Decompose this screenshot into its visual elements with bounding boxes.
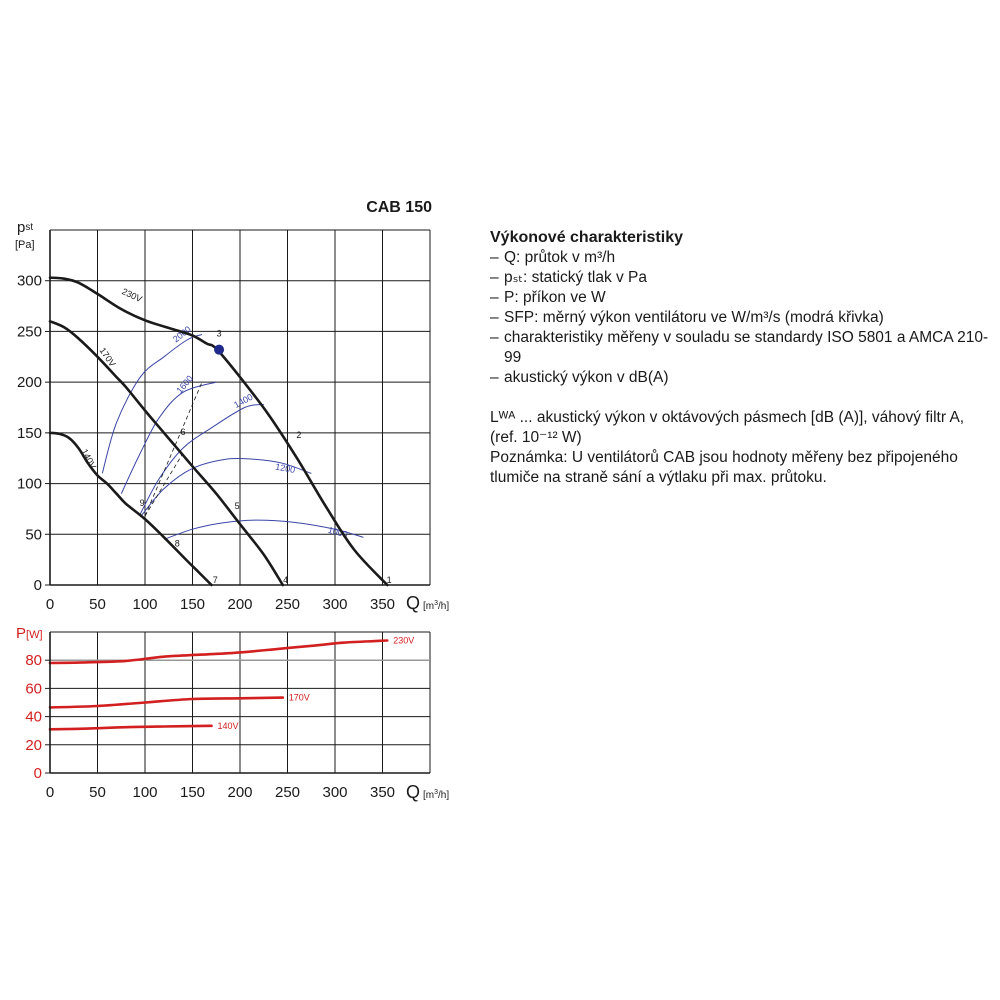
flow-axis-unit-top-prefix: [m xyxy=(423,601,435,612)
pressure-labels xyxy=(140,329,392,585)
power-axis-unit: [W] xyxy=(26,629,43,641)
legend-dash: – xyxy=(490,329,499,346)
measurement-note: Poznámka: U ventilátorů CAB jsou hodnoty měřeny bez připojeného tlumiče na straně sání a výtlaku při max. průtoku. xyxy=(490,449,958,486)
chart-title: CAB 150 xyxy=(366,199,432,216)
legend-dash: – xyxy=(490,309,499,326)
x-tick-label: 50 xyxy=(89,596,106,613)
legend-list xyxy=(490,248,995,388)
y-tick-label: 60 xyxy=(25,680,42,698)
x-tick-label: 100 xyxy=(132,596,158,613)
pressure-axis-symbol: p xyxy=(17,219,26,236)
pressure-axes xyxy=(17,230,430,613)
flow-axis-label-bottom xyxy=(406,782,449,802)
legend-item xyxy=(490,288,995,308)
x-tick-label: 250 xyxy=(274,596,301,613)
x-tick-label: 300 xyxy=(322,596,348,613)
flow-axis-label-top xyxy=(406,593,449,613)
curve-point-label: 1 xyxy=(386,574,392,585)
legend-dash: – xyxy=(490,269,499,286)
sfp-curve-label: 2000 xyxy=(170,324,193,345)
sfp-curve-label: 1000 xyxy=(326,524,349,540)
legend-item xyxy=(490,328,995,368)
acoustic-note: Lᵂᴬ ... akustický výkon v oktávových pásmech [dB (A)], váhový filtr A, (ref. 10⁻¹² W) xyxy=(490,409,965,446)
flow-axis-symbol-top: Q xyxy=(406,593,421,613)
pressure-curve-label: 140V xyxy=(79,447,99,471)
sfp-curve-label: 1600 xyxy=(174,373,195,396)
y-tick-label: 150 xyxy=(16,424,42,442)
pressure-axis-subscript: st xyxy=(25,222,34,233)
sfp-curve-label: 1400 xyxy=(232,391,255,410)
sfp-curve-1400 xyxy=(140,405,263,515)
x-tick-label: 50 xyxy=(89,784,106,801)
x-tick-label: 200 xyxy=(227,596,253,613)
y-tick-label: 100 xyxy=(16,475,42,493)
x-tick-label: 150 xyxy=(179,784,206,801)
legend-item xyxy=(490,268,995,288)
y-tick-label: 0 xyxy=(33,765,42,782)
x-tick-label: 300 xyxy=(322,784,348,801)
pressure-axis-unit: [Pa] xyxy=(15,239,35,251)
legend-item xyxy=(490,308,995,328)
curve-point-label: 7 xyxy=(212,574,218,585)
x-tick-label: 0 xyxy=(45,596,55,613)
flow-axis-unit-bottom-prefix: [m xyxy=(423,790,435,801)
pressure-chart xyxy=(15,219,449,613)
legend-spacer xyxy=(490,388,995,408)
y-tick-label: 0 xyxy=(33,577,42,594)
power-curve-label: 230V xyxy=(393,635,415,646)
curve-point-label: 8 xyxy=(174,538,180,549)
curve-point-label: 5 xyxy=(234,500,240,511)
legend-item-text: SFP: měrný výkon ventilátoru ve W/m³/s (modrá křivka) xyxy=(504,309,884,326)
pressure-curve-label: 170V xyxy=(97,345,118,369)
y-tick-label: 200 xyxy=(16,374,42,392)
flow-axis-unit-bottom-suffix: /h] xyxy=(438,790,450,801)
legend-panel xyxy=(490,228,995,488)
y-tick-label: 300 xyxy=(16,272,42,290)
power-axis-label xyxy=(16,625,43,642)
legend-heading: Výkonové charakteristiky xyxy=(490,229,683,246)
pressure-series xyxy=(50,278,387,585)
curve-point-label: 3 xyxy=(216,328,222,339)
x-tick-label: 350 xyxy=(369,784,396,801)
x-tick-label: 250 xyxy=(274,784,301,801)
pressure-curve-230V xyxy=(50,278,387,585)
legend-dash: – xyxy=(490,289,499,306)
sfp-curve-label: 1200 xyxy=(274,461,297,475)
power-curve-label: 140V xyxy=(217,720,239,731)
x-tick-label: 350 xyxy=(369,596,396,613)
legend-item-text: charakteristiky měřeny v souladu se standardy ISO 5801 a AMCA 210-99 xyxy=(504,329,989,366)
legend-item-text: akustický výkon v dB(A) xyxy=(504,369,669,386)
curve-point-label: 6 xyxy=(180,426,186,437)
curve-point-label: 2 xyxy=(296,429,302,440)
power-curve-label: 170V xyxy=(288,692,310,703)
dashed-guide-line xyxy=(145,382,202,516)
flow-axis-symbol-bottom: Q xyxy=(406,782,421,802)
power-curve-140V xyxy=(50,726,212,730)
legend-dash: – xyxy=(490,369,499,386)
power-curve-170V xyxy=(50,698,283,708)
legend-dash: – xyxy=(490,249,499,266)
x-tick-label: 200 xyxy=(227,784,253,801)
x-tick-label: 150 xyxy=(179,596,206,613)
x-tick-label: 0 xyxy=(45,784,55,801)
pressure-curve-140V xyxy=(50,433,212,585)
y-tick-label: 250 xyxy=(16,323,42,341)
legend-item-text: P: příkon ve W xyxy=(504,289,606,306)
dashed-guides xyxy=(145,382,202,516)
y-tick-label: 40 xyxy=(25,708,42,726)
sfp-curve-2000 xyxy=(102,335,202,474)
curve-point-label: 9 xyxy=(139,497,145,508)
power-axis-symbol: P xyxy=(16,625,27,642)
x-tick-label: 100 xyxy=(132,784,158,801)
curve-point-label: 4 xyxy=(283,574,289,585)
y-tick-label: 80 xyxy=(25,652,42,670)
legend-item xyxy=(490,248,995,268)
y-tick-label: 20 xyxy=(25,736,42,754)
legend-item-text: Q: průtok v m³/h xyxy=(504,249,616,266)
y-tick-label: 50 xyxy=(25,526,42,544)
pressure-axis-label xyxy=(17,219,33,236)
power-chart xyxy=(16,625,449,802)
dashed-guide-line xyxy=(145,453,183,516)
legend-item-text: pₛₜ: statický tlak v Pa xyxy=(504,269,648,286)
legend-item xyxy=(490,368,995,388)
flow-axis-unit-top-sup: 3 xyxy=(434,600,439,607)
pressure-curve-label: 230V xyxy=(120,286,144,305)
flow-axis-unit-bottom-sup: 3 xyxy=(434,789,439,796)
flow-axis-unit-top-suffix: /h] xyxy=(438,601,450,612)
operating-point-marker xyxy=(214,345,224,355)
